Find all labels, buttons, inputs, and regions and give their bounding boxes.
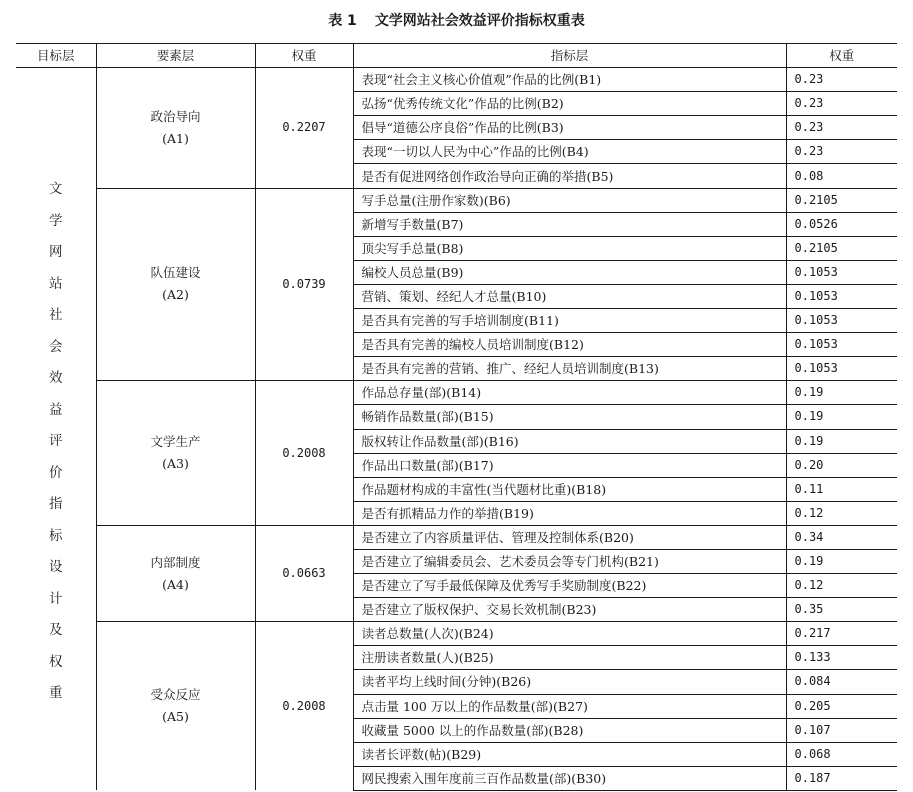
indicator-weight: 0.12	[786, 574, 897, 598]
table-row	[16, 68, 897, 92]
target-layer-char: 网	[49, 244, 63, 261]
indicator-weight: 0.23	[786, 68, 897, 92]
element-name: 文学生产	[150, 434, 201, 450]
indicator-weight: 0.19	[786, 405, 897, 429]
target-layer-char: 学	[49, 212, 63, 229]
indicator-weight: 0.217	[786, 622, 897, 646]
element-weight: 0.2207	[255, 68, 353, 188]
indicator-weight: 0.1053	[786, 357, 897, 381]
indicator-cell: 表现“一切以人民为中心”作品的比例(B4)	[353, 140, 786, 164]
element-code: (A2)	[162, 287, 189, 303]
header-row	[16, 44, 897, 68]
indicator-weight: 0.133	[786, 646, 897, 670]
element-name: 受众反应	[150, 687, 201, 703]
element-cell	[96, 622, 255, 791]
indicator-cell: 读者长评数(帖)(B29)	[353, 742, 786, 766]
indicator-cell: 顶尖写手总量(B8)	[353, 236, 786, 260]
element-cell	[96, 381, 255, 526]
indicator-cell: 是否建立了版权保护、交易长效机制(B23)	[353, 598, 786, 622]
target-layer-cell	[16, 68, 96, 791]
indicator-cell: 作品出口数量(部)(B17)	[353, 453, 786, 477]
indicator-cell: 是否具有完善的写手培训制度(B11)	[353, 309, 786, 333]
element-cell	[96, 188, 255, 381]
target-layer-char: 评	[49, 433, 63, 450]
indicator-weight: 0.12	[786, 501, 897, 525]
indicator-weight: 0.1053	[786, 260, 897, 284]
indicator-cell: 倡导“道德公序良俗”作品的比例(B3)	[353, 116, 786, 140]
indicator-weight: 0.1053	[786, 284, 897, 308]
target-layer-char: 及	[49, 622, 63, 639]
indicator-weight: 0.068	[786, 742, 897, 766]
element-code: (A3)	[162, 456, 189, 472]
indicator-cell: 是否建立了编辑委员会、艺术委员会等专门机构(B21)	[353, 549, 786, 573]
indicator-weight: 0.23	[786, 116, 897, 140]
indicator-weight: 0.2105	[786, 236, 897, 260]
indicator-weight: 0.1053	[786, 309, 897, 333]
element-cell	[96, 68, 255, 188]
indicator-weight: 0.107	[786, 718, 897, 742]
header-element: 要素层	[96, 44, 255, 68]
indicator-weight: 0.19	[786, 429, 897, 453]
indicator-weight: 0.20	[786, 453, 897, 477]
target-layer-char: 效	[49, 370, 63, 387]
indicator-cell: 表现“社会主义核心价值观”作品的比例(B1)	[353, 68, 786, 92]
target-layer-char: 标	[49, 527, 63, 544]
indicator-weight: 0.23	[786, 92, 897, 116]
element-weight: 0.0739	[255, 188, 353, 381]
target-layer-char: 计	[49, 590, 63, 607]
indicator-weight: 0.19	[786, 549, 897, 573]
indicator-cell: 营销、策划、经纪人才总量(B10)	[353, 284, 786, 308]
element-weight: 0.2008	[255, 381, 353, 526]
element-weight: 0.2008	[255, 622, 353, 791]
indicator-cell: 是否具有完善的编校人员培训制度(B12)	[353, 333, 786, 357]
target-layer-char: 设	[49, 559, 63, 576]
indicator-cell: 是否有抓精品力作的举措(B19)	[353, 501, 786, 525]
indicator-weight: 0.23	[786, 140, 897, 164]
indicator-cell: 收藏量 5000 以上的作品数量(部)(B28)	[353, 718, 786, 742]
indicator-cell: 点击量 100 万以上的作品数量(部)(B27)	[353, 694, 786, 718]
target-layer-char: 益	[49, 401, 63, 418]
indicator-cell: 弘扬“优秀传统文化”作品的比例(B2)	[353, 92, 786, 116]
element-weight: 0.0663	[255, 525, 353, 621]
indicator-weight: 0.2105	[786, 188, 897, 212]
indicator-weight: 0.11	[786, 477, 897, 501]
target-layer-char: 重	[49, 685, 63, 702]
table-caption	[0, 10, 913, 30]
indicator-cell: 作品总存量(部)(B14)	[353, 381, 786, 405]
indicator-cell: 是否建立了内容质量评估、管理及控制体系(B20)	[353, 525, 786, 549]
header-indicator: 指标层	[353, 44, 786, 68]
weight-table	[16, 43, 897, 791]
element-name: 政治导向	[150, 108, 201, 124]
element-code: (A1)	[162, 130, 189, 146]
table-row	[16, 188, 897, 212]
element-cell	[96, 525, 255, 621]
indicator-weight: 0.34	[786, 525, 897, 549]
table-row	[16, 525, 897, 549]
target-layer-char: 价	[49, 464, 63, 481]
header-weight2: 权重	[786, 44, 897, 68]
indicator-cell: 读者平均上线时间(分钟)(B26)	[353, 670, 786, 694]
element-name: 内部制度	[150, 554, 201, 570]
indicator-cell: 编校人员总量(B9)	[353, 260, 786, 284]
header-weight1: 权重	[255, 44, 353, 68]
target-layer-char: 会	[49, 338, 63, 355]
target-layer-char: 站	[49, 275, 63, 292]
indicator-weight: 0.35	[786, 598, 897, 622]
indicator-cell: 是否建立了写手最低保障及优秀写手奖励制度(B22)	[353, 574, 786, 598]
indicator-cell: 网民搜索入围年度前三百作品数量(部)(B30)	[353, 766, 786, 790]
element-code: (A4)	[162, 576, 189, 592]
table-row	[16, 381, 897, 405]
indicator-cell: 读者总数量(人次)(B24)	[353, 622, 786, 646]
indicator-weight: 0.19	[786, 381, 897, 405]
indicator-cell: 作品题材构成的丰富性(当代题材比重)(B18)	[353, 477, 786, 501]
table-body	[16, 68, 897, 791]
indicator-cell: 是否具有完善的营销、推广、经纪人员培训制度(B13)	[353, 357, 786, 381]
element-name: 队伍建设	[150, 265, 201, 281]
table-number: 表 1	[328, 13, 357, 29]
header-target: 目标层	[16, 44, 96, 68]
target-layer-char: 指	[49, 496, 63, 513]
indicator-weight: 0.187	[786, 766, 897, 790]
element-code: (A5)	[162, 709, 189, 725]
indicator-cell: 畅销作品数量(部)(B15)	[353, 405, 786, 429]
indicator-weight: 0.1053	[786, 333, 897, 357]
indicator-weight: 0.084	[786, 670, 897, 694]
target-layer-char: 社	[49, 307, 63, 324]
target-layer-text	[46, 174, 66, 710]
indicator-weight: 0.205	[786, 694, 897, 718]
indicator-weight: 0.08	[786, 164, 897, 188]
table-title: 文学网站社会效益评价指标权重表	[374, 13, 585, 29]
target-layer-char: 文	[49, 181, 63, 198]
indicator-weight: 0.0526	[786, 212, 897, 236]
indicator-cell: 新增写手数量(B7)	[353, 212, 786, 236]
indicator-cell: 是否有促进网络创作政治导向正确的举措(B5)	[353, 164, 786, 188]
indicator-cell: 注册读者数量(人)(B25)	[353, 646, 786, 670]
target-layer-char: 权	[49, 653, 63, 670]
table-row	[16, 622, 897, 646]
indicator-cell: 版权转让作品数量(部)(B16)	[353, 429, 786, 453]
indicator-cell: 写手总量(注册作家数)(B6)	[353, 188, 786, 212]
